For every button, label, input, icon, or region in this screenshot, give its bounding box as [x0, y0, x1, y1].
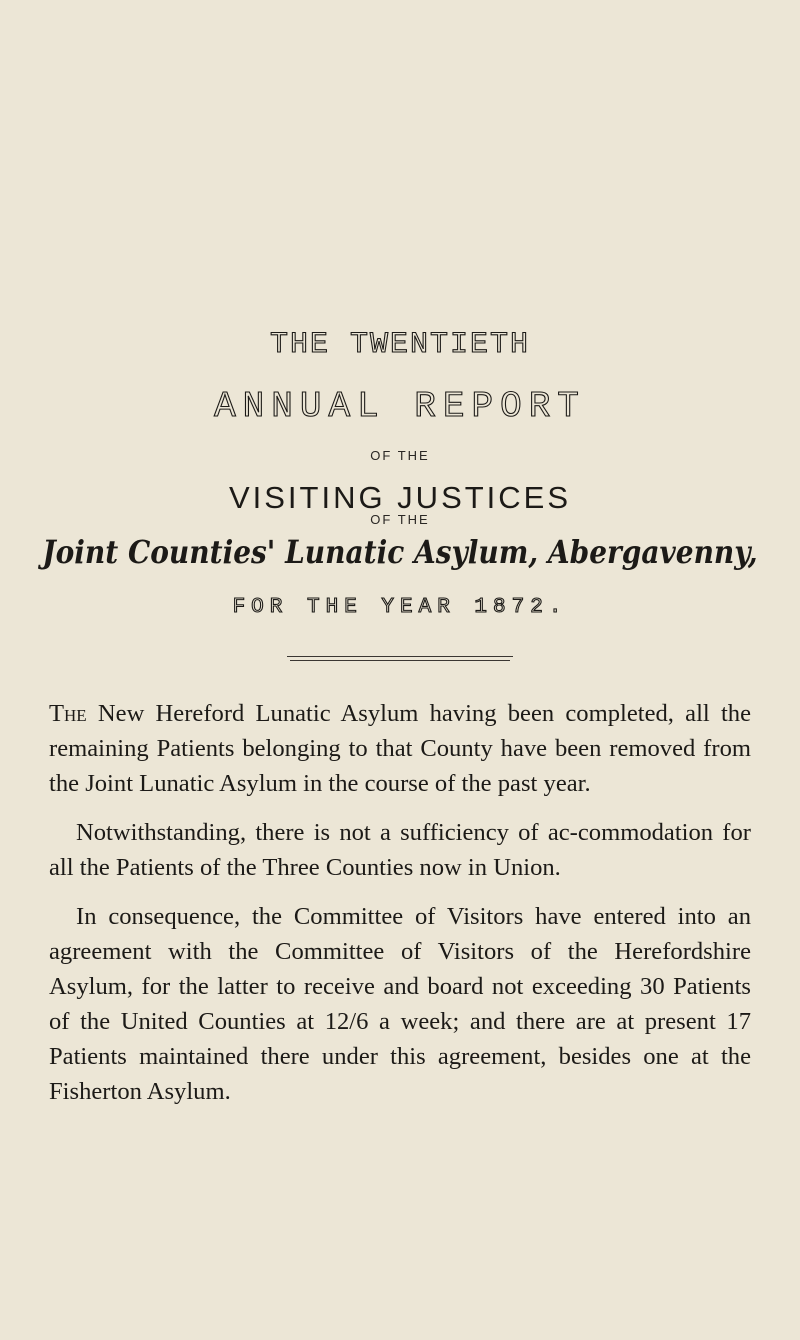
report-body	[49, 696, 751, 1123]
paragraph-2: Notwithstanding, there is not a sufficiency of ac-commodation for all the Patients of the Three Counties now in Union.	[49, 819, 751, 881]
paragraph-1-text: New Hereford Lunatic Asylum having been completed, all the remaining Patients belonging to that County have been removed from the Joint Lunatic Asylum in the course of the past year.	[49, 700, 751, 797]
asylum-name-heading: Joint Counties' Lunatic Asylum, Abergavenny,	[42, 534, 758, 571]
report-title-line-1: THE TWENTIETH	[269, 328, 531, 362]
report-title-line-2: ANNUAL REPORT	[214, 386, 586, 427]
paragraph-3: In consequence, the Committee of Visitors have entered into an agreement with the Committee of Visitors of the Herefordshire Asylum, for the latter to receive and board not exceeding 30 Patients of the United Counties at 12/6 a week; and there are at present 17 Patients maintained there under this agreement, besides one at the Fisherton Asylum.	[49, 903, 751, 1105]
paragraph-1-lead: The	[49, 700, 87, 727]
divider-rule-bottom	[290, 660, 510, 661]
year-line: FOR THE YEAR 1872.	[232, 596, 568, 619]
of-the-line-2: OF THE	[370, 512, 430, 527]
paragraph-1	[49, 696, 751, 801]
of-the-line-1: OF THE	[370, 448, 430, 463]
visiting-justices-heading: VISITING JUSTICES	[228, 480, 572, 515]
divider-rule-top	[287, 656, 513, 657]
